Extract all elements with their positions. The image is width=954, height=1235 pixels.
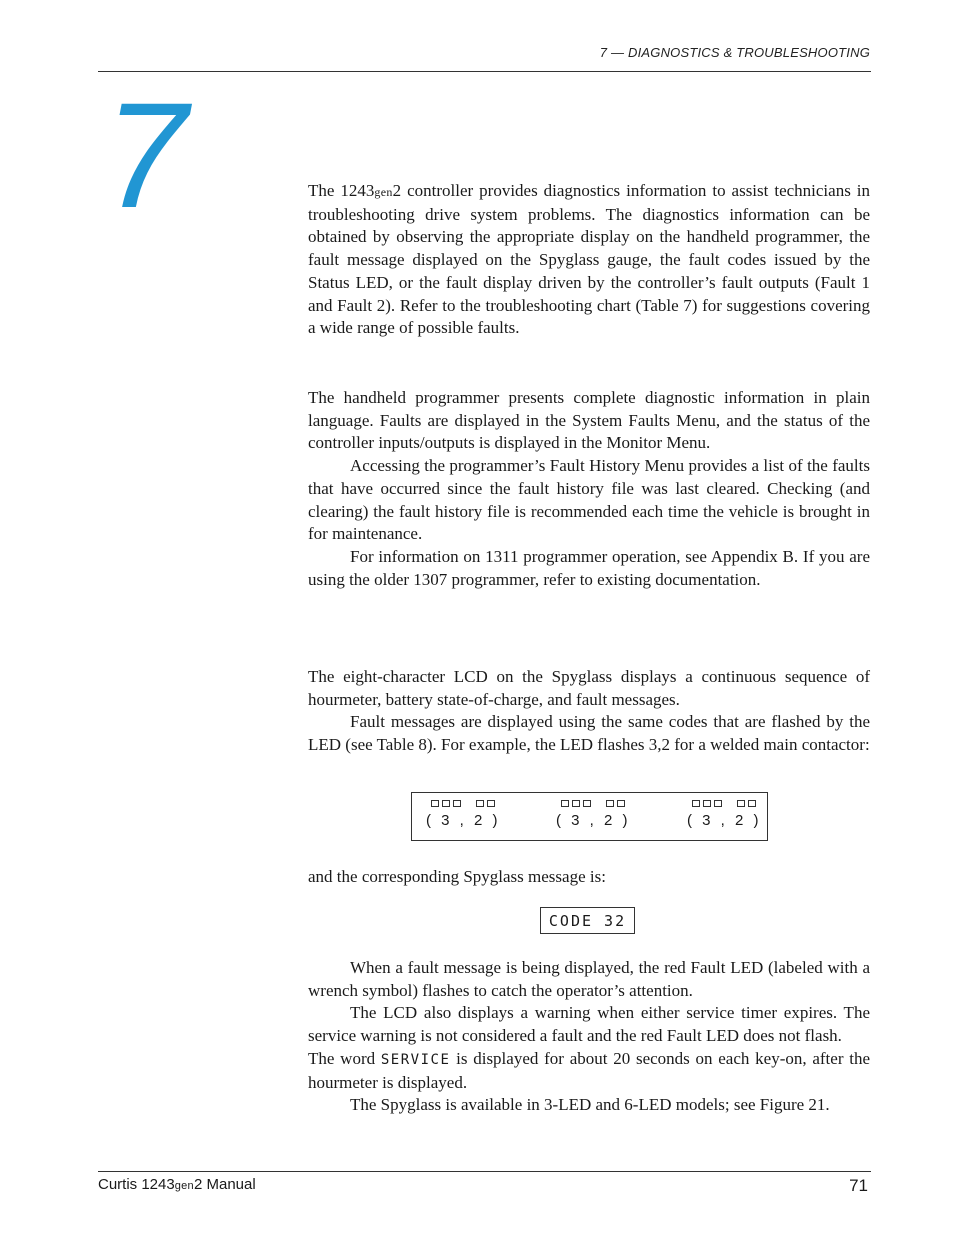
spyglass-paragraph-7: The Spyglass is available in 3-LED and 6-LED models; see Figure 21. xyxy=(350,1095,830,1115)
spyglass-paragraph-1: The eight-character LCD on the Spyglass displays a continuous sequence of hourmeter, battery state-of-charge, and fault messages. xyxy=(308,667,870,709)
programmer-paragraph-2: Accessing the programmer’s Fault History Menu provides a list of the faults that have occurred since the fault history file was last cleared. Checking (and clearing) the fault history file is recommended each time the vehicle is brought in for maintenance. xyxy=(308,456,870,544)
led-pulse-marks xyxy=(426,797,500,809)
chapter-number: 7 xyxy=(104,71,188,239)
spyglass-section-rest xyxy=(308,957,870,1117)
led-code-label: ( 3 , 2 ) xyxy=(556,812,631,829)
led-code-label: ( 3 , 2 ) xyxy=(426,812,501,829)
led-flash-group xyxy=(687,797,761,829)
spyglass-paragraph-2: Fault messages are displayed using the same codes that are flashed by the LED (see Table 8). For example, the LED flashes 3,2 for a welded main contactor: xyxy=(308,712,870,755)
spyglass-lcd-message: CODE 32 xyxy=(540,907,635,934)
footer-manual-title: Curtis 1243gen2 Manual xyxy=(98,1176,256,1193)
header-rule xyxy=(98,71,871,72)
page-number: 71 xyxy=(849,1176,868,1195)
spyglass-paragraph-3: and the corresponding Spyglass message is: xyxy=(308,867,606,886)
led-pulse-marks xyxy=(687,797,761,809)
led-pulse-marks xyxy=(556,797,630,809)
spyglass-message-intro xyxy=(308,866,870,889)
spyglass-paragraph-5: The LCD also displays a warning when either service timer expires. The service warning is not considered a fault and the red Fault LED does not flash. xyxy=(308,1003,870,1046)
programmer-paragraph-3: For information on 1311 programmer operation, see Appendix B. If you are using the older 1307 programmer, refer to existing documentation. xyxy=(308,546,870,589)
led-flash-diagram xyxy=(411,792,768,841)
led-flash-group xyxy=(426,797,500,829)
spyglass-paragraph-6: The word SERVICE is displayed for about 20 seconds on each key-on, after the hourmeter is displayed. xyxy=(308,1048,871,1092)
programmer-paragraph-1: The handheld programmer presents complete diagnostic information in plain language. Faults are displayed in the System Faults Menu, and the status of the controller inputs/outputs is displayed in the Monitor Menu. xyxy=(308,388,870,453)
led-flash-group xyxy=(556,797,630,829)
running-head: 7 — DIAGNOSTICS & TROUBLESHOOTING xyxy=(599,45,870,60)
spyglass-paragraph-4: When a fault message is being displayed, the red Fault LED (labeled with a wrench symbol) flashes to catch the operator’s attention. xyxy=(308,958,870,1000)
spyglass-section-intro xyxy=(308,666,870,757)
intro-paragraph: The 1243gen2 controller provides diagnostics information to assist technicians in troubleshooting drive system problems. The diagnostics information can be obtained by observing the appropriate display on the handheld programmer, the fault message displayed on the Spyglass gauge, the fault codes issued by the Status LED, or the fault display driven by the controller’s fault outputs (Fault 1 and Fault 2). Refer to the troubleshooting chart (Table 7) for suggestions covering a wide range of possible faults. xyxy=(308,181,870,338)
footer-rule xyxy=(98,1171,871,1172)
led-code-label: ( 3 , 2 ) xyxy=(687,812,762,829)
intro-section xyxy=(308,180,870,340)
programmer-section xyxy=(308,387,870,591)
